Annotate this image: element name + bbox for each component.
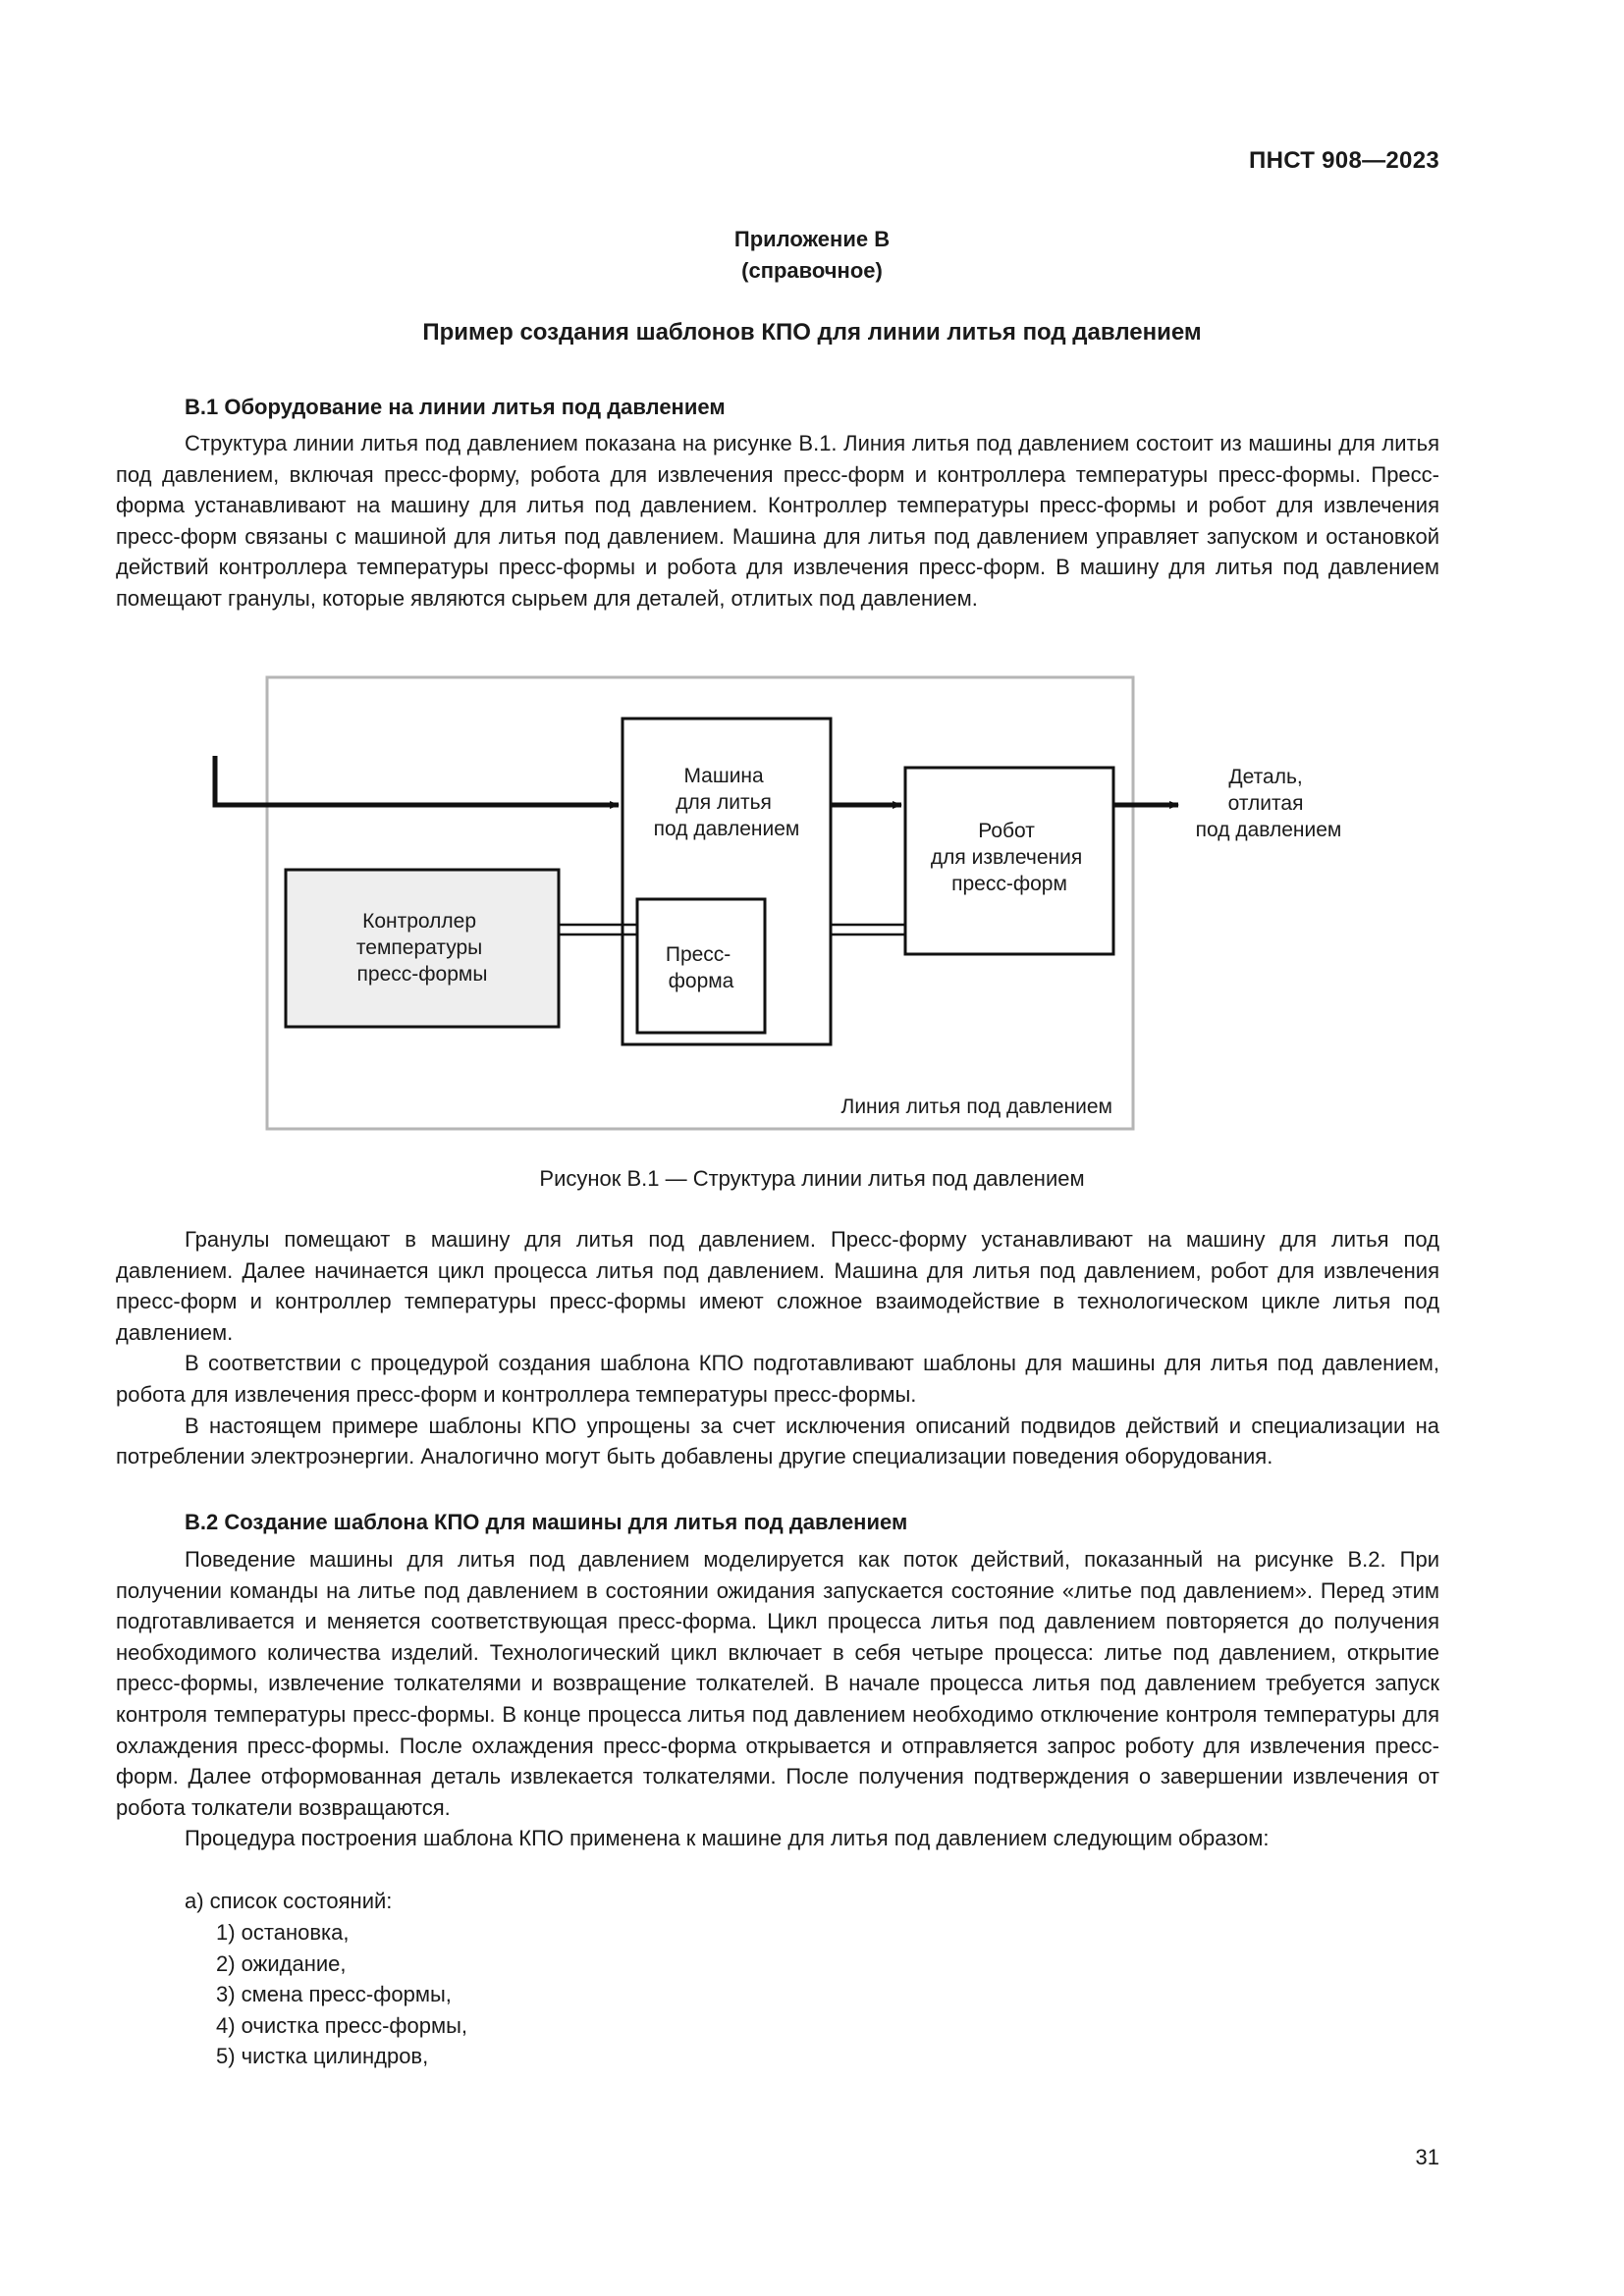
output-label-line: под давлением (1195, 819, 1342, 841)
states-list (216, 1917, 467, 2072)
appendix-heading (0, 224, 1624, 287)
appendix-subtitle: (справочное) (741, 258, 883, 283)
standard-code: ПНСТ 908—2023 (1249, 147, 1439, 174)
paragraph: Структура линии литья под давлением показана на рисунке В.1. Линия литья под давлением состоит из машины для литья под давлением, включая пресс-форму, робота для извлечения пресс-форм и контроллера температуры пресс-формы. Пресс-форма устанавливают на машину для литья под давлением. Контроллер температуры пресс-формы и робот для извлечения пресс-форм связаны с машиной для литья под давлением. Машина для литья под давлением управляет запуском и остановкой действий контроллера температуры пресс-формы и робота для извлечения пресс-форм. В машину для литья под давлением помещают гранулы, которые являются сырьем для деталей, отлитых под давлением. (116, 431, 1439, 611)
list-item: 5) чистка цилиндров, (216, 2044, 429, 2069)
frame-label: Линия литья под давлением (840, 1095, 1112, 1118)
mold-label-line: Пресс- (665, 943, 731, 966)
list-item: 2) ожидание, (216, 1950, 347, 1976)
robot-label-line: для извлечения (930, 846, 1083, 869)
paragraph: Поведение машины для литья под давлением моделируется как поток действий, показанный на рисунке В.2. При получении команды на литье под давлением в состоянии ожидания запускается состояние «литье под давлением». Перед этим подготавливается и меняется соответствующая пресс-форма. Цикл процесса литья под давлением повторяется до получения необходимого количества изделий. Технологический цикл включает в себя четыре процесса: литье под давлением, открытие пресс-формы, извлечение толкателями и возвращение толкателей. В начале процесса литья под давлением требуется запуск контроля температуры пресс-формы. В конце процесса литья под давлением необходимо отключение контроля температуры для охлаждения пресс-формы. После охлаждения пресс-форма открывается и отправляется запрос роботу для извлечения пресс-форм. Далее отформованная деталь извлекается толкателями. После получения подтверждения о завершении извлечения от робота толкатели возвращаются. (116, 1547, 1439, 1820)
list-item: 3) смена пресс-формы, (216, 1982, 452, 2007)
machine-label-line: для литья (676, 791, 772, 814)
paragraph: Гранулы помещают в машину для литья под давлением. Пресс-форму устанавливают на машину для литья под давлением. Далее начинается цикл процесса литья под давлением. Машина для литья под давлением, робот для извлечения пресс-форм и контроллер температуры пресс-формы имеют сложное взаимодействие в технологическом цикле литья под давлением. (116, 1227, 1439, 1345)
controller-label-line: пресс-формы (356, 963, 488, 986)
section-heading-b2: В.2 Создание шаблона КПО для машины для литья под давлением (185, 1510, 908, 1534)
list-item: 4) очистка пресс-формы, (216, 2012, 468, 2038)
structure-diagram (0, 667, 1624, 1139)
controller-label-line: температуры (355, 936, 483, 959)
controller-label-line: Контроллер (362, 910, 477, 933)
section-heading-b1: В.1 Оборудование на линии литья под давлением (185, 395, 726, 419)
mold-label-line: форма (668, 970, 734, 992)
controller-label (356, 910, 488, 986)
machine-label-line: Машина (683, 765, 764, 787)
figure-caption: Рисунок В.1 — Структура линии литья под давлением (539, 1166, 1085, 1191)
list-item: 1) остановка, (216, 1920, 350, 1945)
list-a-heading: а) список состояний: (185, 1889, 393, 1913)
paragraph: Процедура построения шаблона КПО применена к машине для литья под давлением следующим образом: (185, 1826, 1270, 1851)
page-title: Пример создания шаблонов КПО для линии литья под давлением (422, 319, 1202, 346)
input-arrow (215, 756, 619, 805)
appendix-title: Приложение В (733, 227, 891, 251)
machine-robot-link (831, 925, 905, 934)
output-label (1196, 766, 1342, 841)
output-label-line: отлитая (1227, 792, 1304, 815)
robot-label-line: пресс-форм (951, 873, 1067, 895)
machine-label-line: под давлением (653, 818, 800, 840)
section2-text (116, 1544, 1439, 1854)
section1-after-text (116, 1224, 1439, 1472)
output-label-line: Деталь, (1228, 766, 1303, 788)
paragraph: В соответствии с процедурой создания шаблона КПО подготавливают шаблоны для машины для литья под давлением, робота для извлечения пресс-форм и контроллера температуры пресс-формы. (116, 1351, 1439, 1407)
robot-label-line: Робот (978, 820, 1035, 842)
paragraph: В настоящем примере шаблоны КПО упрощены за счет исключения описаний подвидов действий и специализации на потреблении электроэнергии. Аналогично могут быть добавлены другие специализации поведения оборудования. (116, 1413, 1439, 1469)
mold-block (637, 899, 765, 1033)
page-number: 31 (1415, 2145, 1439, 2169)
section1-text (116, 428, 1439, 614)
